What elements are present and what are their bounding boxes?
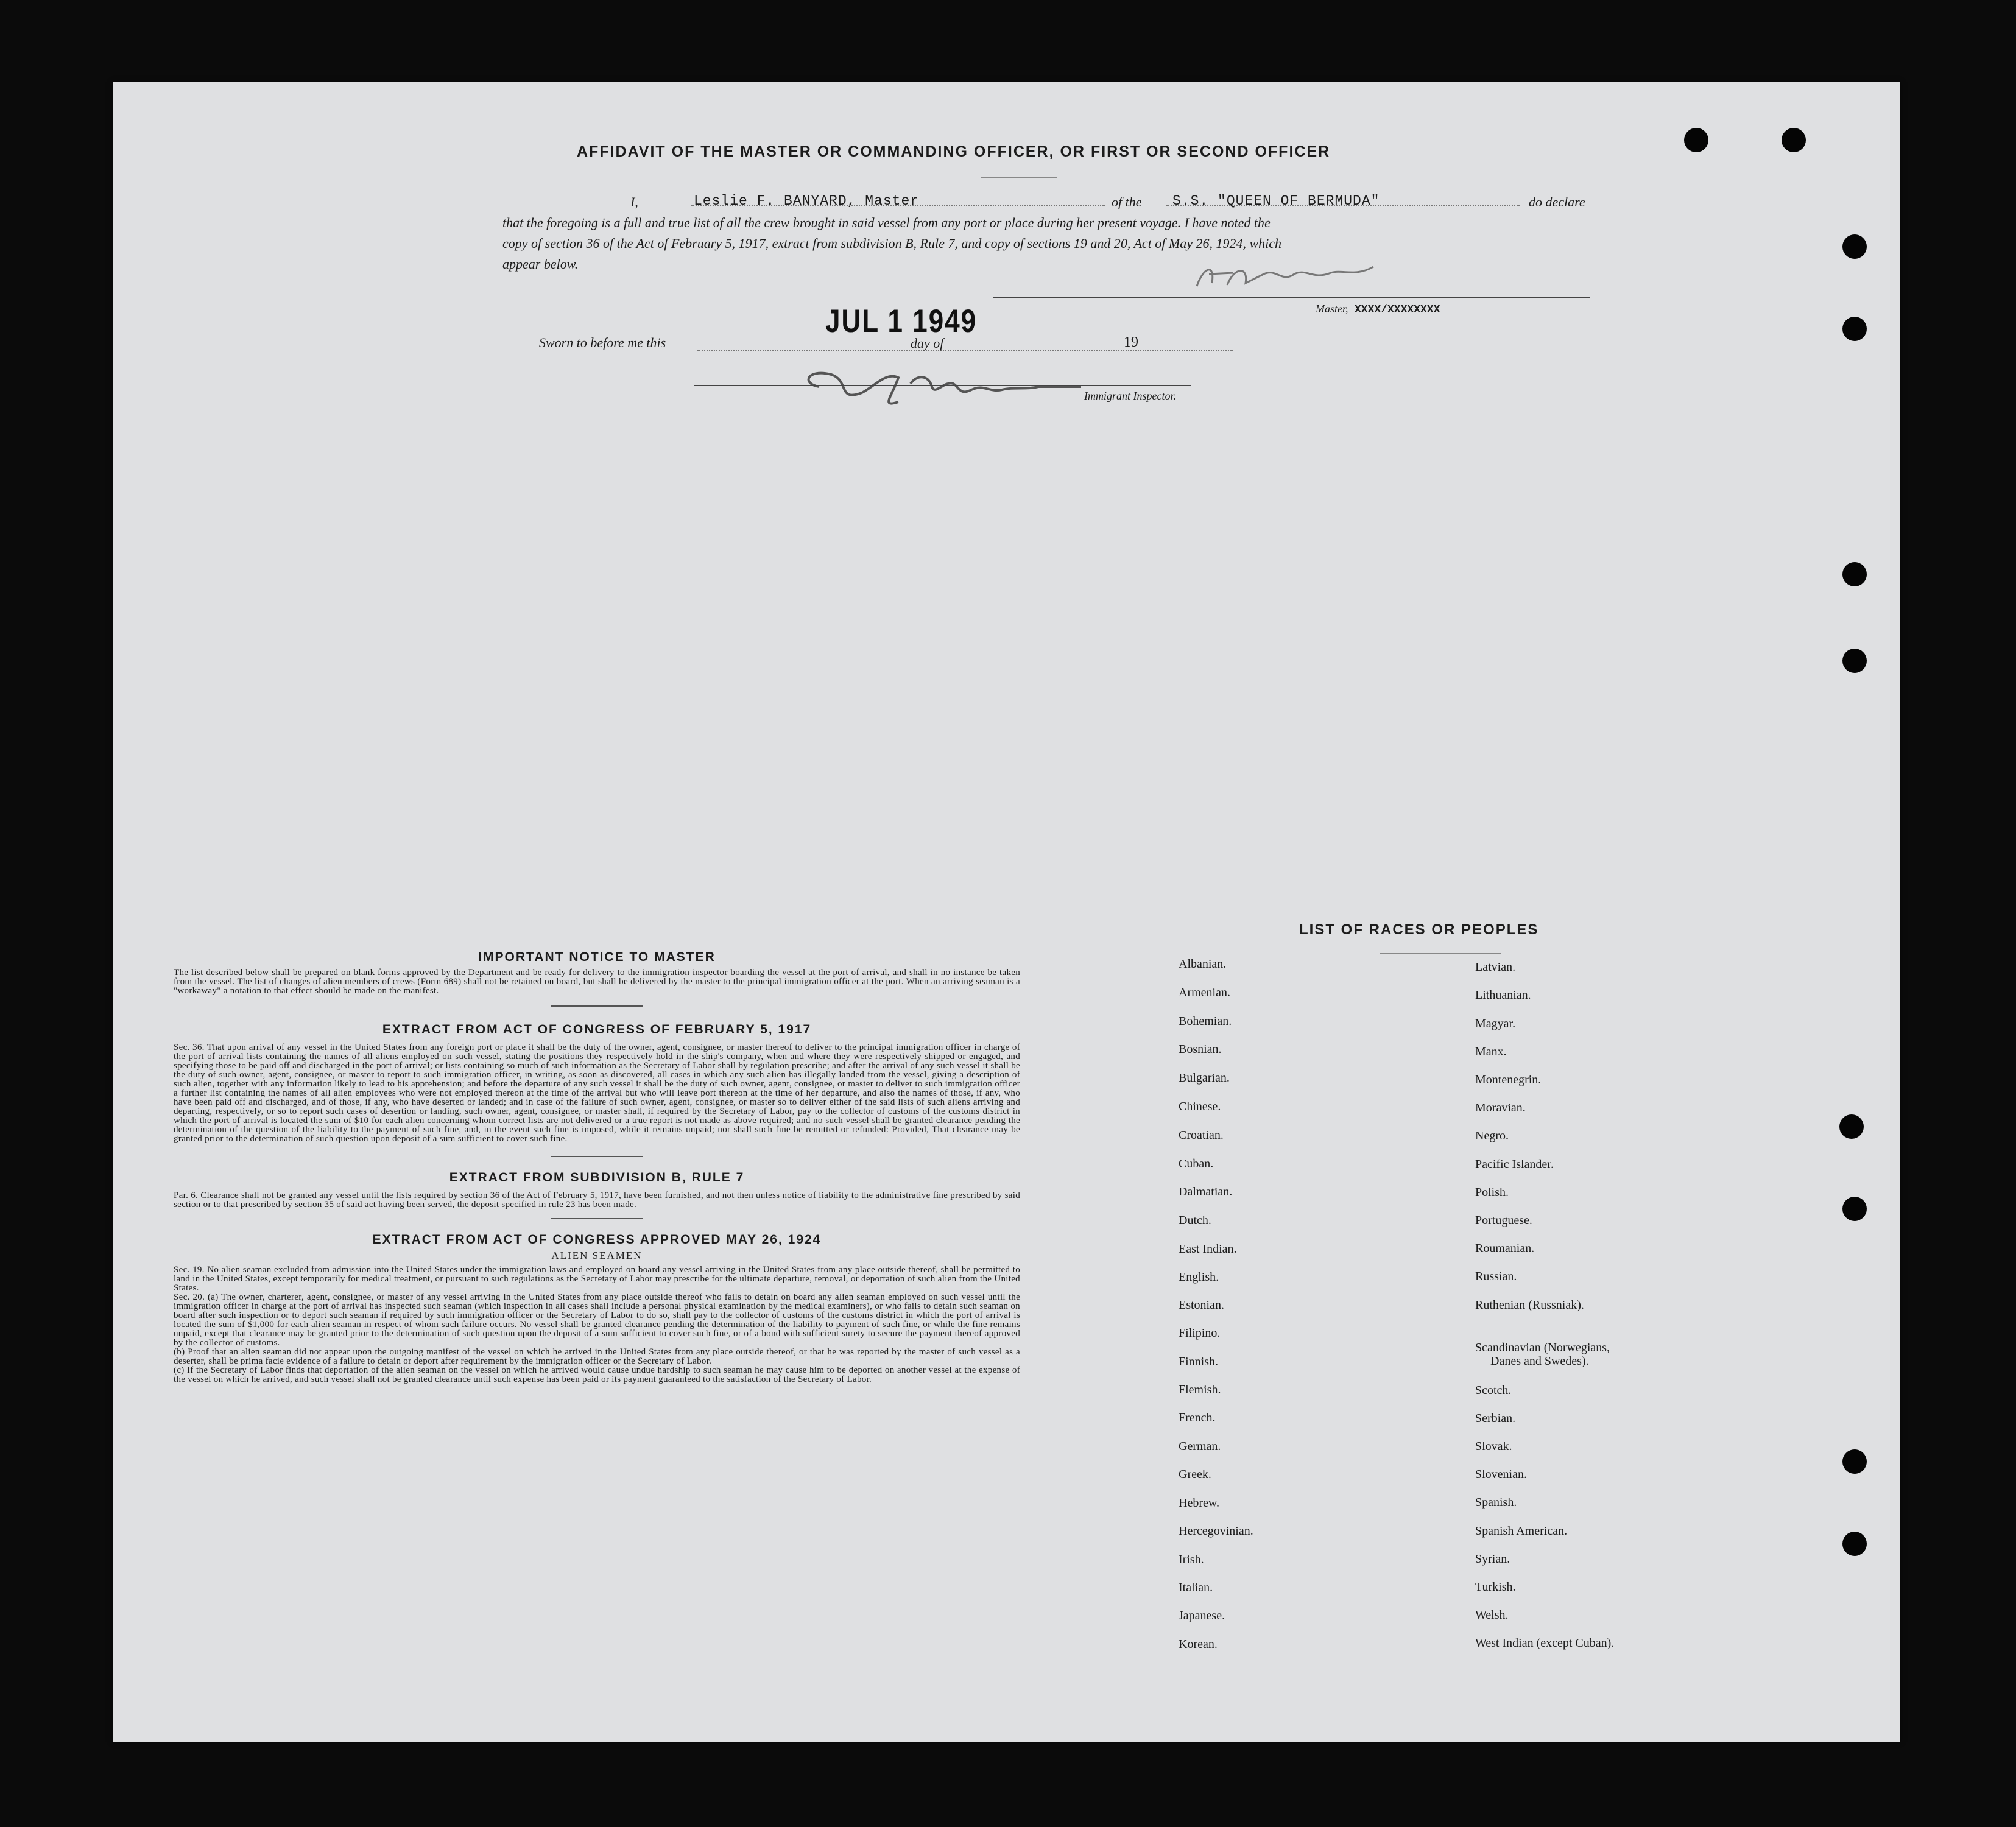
master-name: Leslie F. BANYARD, Master — [694, 193, 920, 209]
vessel-underline — [1166, 205, 1520, 206]
race-item: Spanish American. — [1475, 1524, 1568, 1538]
extract1-text: Sec. 36. That upon arrival of any vessel in the United States from any foreign port or place it shall be the duty of the owner, agent, consignee, or master thereof to deliver to the principal immigration officer in charge of the port of arrival lists containing the names of all aliens employed on such vessel, stating the positions they respectively hold in the ship's company, when and where they were respectively shipped or engaged, and specifying those to be paid off and discharged in the port of arrival; or lists containing so much of such information as the Secretary of Labor shall by regulation prescribe; and after the arrival of any such vessel it shall be the duty of such owner, agent, consignee, or master to report to such immigration officer, in writing, as soon as discovered, all cases in which any such alien has illegally landed from the vessel, giving a description of such alien, together with any information likely to lead to his apprehension; and before the departure of any such vessel it shall be the duty of such owner, agent, consignee, or master to deliver to such immigration officer a further list containing the names of all alien employees who were not employed thereon at the time of the arrival but who will leave port thereon at the time of her departure, and also the names of those, if any, who have been paid off and discharged, and of those, if any, who have deserted or landed; and in case of the failure of such owner, agent, consignee, or master so to deliver either of the said lists of such aliens arriving and departing, respectively, or so to report such cases of desertion or landing, such owner, agent, consignee, or master shall, if required by the Secretary of Labor, pay to the collector of customs of the customs district in which the port of arrival is located the sum of $10 for each alien concerning whom correct lists are not delivered or a true report is not made as above required; and no such vessel shall be granted clearance pending the determination of the question of the liability to the payment of such fine, and, in the event such fine is imposed, while it remains unpaid; nor shall such fine be remitted or refunded: Provided, That clearance may be granted prior to the determination of such question upon deposit of a sum sufficient to cover such fine. — [174, 1043, 1020, 1144]
races-divider — [1380, 953, 1501, 954]
race-item: Chinese. — [1179, 1100, 1221, 1113]
declaration-line-3: copy of section 36 of the Act of February 5, 1917, extract from subdivision B, Rule 7, and copy of sections 19 and 20, Act of May 26, 1924, which — [502, 236, 1282, 251]
race-item: Bohemian. — [1179, 1015, 1232, 1028]
document-page — [113, 82, 1900, 1742]
declaration-line-1 — [502, 192, 1605, 213]
inspector-signature — [795, 359, 1112, 414]
punch-hole — [1842, 1197, 1867, 1221]
race-item: Syrian. — [1475, 1552, 1510, 1566]
pronoun: I, — [630, 194, 638, 209]
inspector-signature-line — [694, 385, 1191, 386]
sec20b-text: (b) Proof that an alien seaman did not appear upon the outgoing manifest of the vessel on which he arrived in the United States from any place outside thereof, or that he was reported by the master of such vessel as a deserter, shall be prima facie evidence of a failure to detain or deport after requirement by the immigration officer or the Secretary of Labor. — [174, 1347, 1020, 1366]
race-item: Armenian. — [1179, 986, 1230, 999]
race-item: East Indian. — [1179, 1242, 1237, 1256]
declaration-line-2: that the foregoing is a full and true list of all the crew brought in said vessel from any port or place during her present voyage. I have noted the — [502, 215, 1271, 230]
race-item: Roumanian. — [1475, 1242, 1535, 1255]
do-declare-label: do declare — [1529, 194, 1585, 209]
sworn-underline — [697, 350, 1233, 351]
race-item: Scotch. — [1475, 1384, 1512, 1397]
race-item: Serbian. — [1475, 1412, 1516, 1425]
punch-hole — [1842, 562, 1867, 586]
race-item: Lithuanian. — [1475, 988, 1531, 1002]
punch-hole — [1842, 317, 1867, 341]
name-underline — [691, 205, 1105, 206]
extract2-text: Par. 6. Clearance shall not be granted any vessel until the lists required by section 36 of the Act of February 5, 1917, have been furnished, and not then unless notice of liability to the administrative fine prescribed by said section or to that prescribed by section 35 of said act having been served, the deposit specified in rule 23 has been made. — [174, 1191, 1020, 1209]
race-item: Spanish. — [1475, 1496, 1517, 1509]
race-item: Pacific Islander. — [1475, 1158, 1554, 1171]
race-item: Latvian. — [1475, 960, 1516, 974]
punch-hole — [1839, 1114, 1864, 1139]
punch-hole — [1842, 649, 1867, 673]
race-item: Irish. — [1179, 1553, 1204, 1566]
sec19-text: Sec. 19. No alien seaman excluded from admission into the United States under the immigration laws and employed on board any vessel arriving in the United States from any place outside thereof, shall be permitted to land in the United States, except temporarily for medical treatment, or pursuant to such regulations as the Secretary of Labor may prescribe for the ultimate departure, removal, or deportation of such alien from the United States. — [174, 1265, 1020, 1293]
notice-text: The list described below shall be prepared on blank forms approved by the Department and be ready for delivery to the immigration inspector boarding the vessel at the port of arrival, and shall in no instance be taken from the vessel. The list of changes of alien members of crews (Form 689) shall not be retained on board, but shall be delivered by the master to the principal immigration officer at the port. When an arriving seaman is a "workaway" a notation to that effect should be made on the manifest. — [174, 968, 1020, 996]
race-item: Moravian. — [1475, 1101, 1526, 1114]
extract2-title: EXTRACT FROM SUBDIVISION B, RULE 7 — [449, 1170, 745, 1185]
race-item: Estonian. — [1179, 1298, 1224, 1312]
race-item: Negro. — [1475, 1129, 1509, 1142]
race-item: Scandinavian (Norwegians, — [1475, 1341, 1610, 1354]
race-item: German. — [1179, 1440, 1221, 1453]
affidavit-declaration — [502, 192, 1605, 275]
race-item: Slovak. — [1475, 1440, 1512, 1453]
race-item: Japanese. — [1179, 1609, 1225, 1622]
race-item: Slovenian. — [1475, 1468, 1527, 1481]
day-of-label: day of — [911, 336, 944, 351]
date-stamp: JUL 1 1949 — [825, 303, 978, 339]
punch-hole — [1842, 1449, 1867, 1474]
race-item: English. — [1179, 1270, 1219, 1284]
race-item: French. — [1179, 1411, 1216, 1424]
race-item: Turkish. — [1475, 1580, 1516, 1594]
race-item: Dutch. — [1179, 1214, 1211, 1227]
master-label-group — [1316, 303, 1440, 316]
year-prefix: 19 — [1124, 334, 1138, 350]
race-item: Cuban. — [1179, 1157, 1214, 1170]
race-item: Flemish. — [1179, 1383, 1221, 1396]
vessel-name: S.S. "QUEEN OF BERMUDA" — [1172, 193, 1380, 209]
notice-divider-1 — [551, 1005, 643, 1007]
punch-hole — [1684, 128, 1708, 152]
race-item: Greek. — [1179, 1468, 1211, 1481]
race-item: West Indian (except Cuban). — [1475, 1636, 1615, 1650]
race-item: Korean. — [1179, 1638, 1218, 1651]
race-item: Ruthenian (Russniak). — [1475, 1298, 1584, 1312]
affidavit-title: AFFIDAVIT OF THE MASTER OR COMMANDING OFFICER, OR FIRST OR SECOND OFFICER — [577, 143, 1331, 160]
sworn-label: Sworn to before me this — [539, 335, 666, 350]
race-item: Filipino. — [1179, 1326, 1221, 1340]
race-item: Manx. — [1475, 1045, 1507, 1058]
struck-title: XXXX/XXXXXXXX — [1355, 304, 1440, 316]
race-item: Polish. — [1475, 1186, 1509, 1199]
master-signature — [1191, 256, 1386, 298]
notice-divider-2 — [551, 1156, 643, 1157]
race-item: Russian. — [1475, 1270, 1517, 1283]
notice-section — [174, 950, 1020, 1384]
race-item: Dalmatian. — [1179, 1185, 1233, 1199]
race-item: Italian. — [1179, 1581, 1213, 1594]
sec20a-text: Sec. 20. (a) The owner, charterer, agent, consignee, or master of any vessel arriving in the United States from any place outside thereof who fails to detain on board any alien seaman employed on such vessel until the immigration officer in charge at the port of arrival has inspected such seaman (which inspection in all cases shall include a personal physical examination by the medical examiners), or who fails to detain such seaman on board after such inspection or to deport such seaman if required by such immigration officer or the Secretary of Labor to do so, shall pay to the collector of customs of the customs district in which the port of arrival is located the sum of $1,000 for each alien seaman in respect of whom such failure occurs. No vessel shall be granted clearance pending the determination of the liability to payment of such fine, or while the fine remains unpaid, except that clearance may be granted prior to the determination of such question upon the deposit of a sum sufficient to cover such fine, or of a bond with sufficient surety to secure the payment thereof approved by the collector of customs. — [174, 1292, 1020, 1348]
race-item: Montenegrin. — [1475, 1073, 1542, 1086]
of-the-label: of the — [1112, 194, 1142, 209]
title-divider — [981, 177, 1057, 178]
notice-title: IMPORTANT NOTICE TO MASTER — [478, 950, 716, 964]
declaration-line-4: appear below. — [502, 256, 579, 272]
race-item: Bosnian. — [1179, 1043, 1222, 1056]
inspector-label: Immigrant Inspector. — [1084, 390, 1176, 402]
sec20c-text: (c) If the Secretary of Labor finds that deportation of the alien seaman on the vessel on which he arrived would cause undue hardship to such seaman he may cause him to be deported on another vessel at the expense of the vessel on which he arrived, and such vessel shall not be granted clearance until such expense has been paid or its payment guaranteed to the satisfaction of the Secretary of Labor. — [174, 1365, 1020, 1384]
race-item: Finnish. — [1179, 1355, 1219, 1368]
punch-hole — [1842, 1532, 1867, 1556]
extract3-title: EXTRACT FROM ACT OF CONGRESS APPROVED MAY 26, 1924 — [372, 1233, 822, 1247]
extract3-subtitle: ALIEN SEAMEN — [551, 1250, 643, 1261]
master-signature-line — [993, 297, 1590, 298]
extract1-title: EXTRACT FROM ACT OF CONGRESS OF FEBRUARY 5, 1917 — [382, 1023, 812, 1037]
punch-hole — [1782, 128, 1806, 152]
race-item: Hebrew. — [1179, 1496, 1220, 1510]
punch-hole — [1842, 234, 1867, 259]
race-item: Hercegovinian. — [1179, 1524, 1253, 1538]
notice-divider-3 — [551, 1218, 643, 1219]
races-title: LIST OF RACES OR PEOPLES — [1299, 921, 1539, 938]
race-scandinavian-continued: Danes and Swedes). — [1490, 1354, 1589, 1368]
race-item: Croatian. — [1179, 1128, 1224, 1142]
master-label: Master, — [1316, 303, 1348, 315]
race-item: Albanian. — [1179, 957, 1227, 971]
race-item: Bulgarian. — [1179, 1071, 1230, 1085]
race-item: Welsh. — [1475, 1608, 1509, 1622]
race-item: Magyar. — [1475, 1017, 1516, 1030]
race-item: Portuguese. — [1475, 1214, 1532, 1227]
